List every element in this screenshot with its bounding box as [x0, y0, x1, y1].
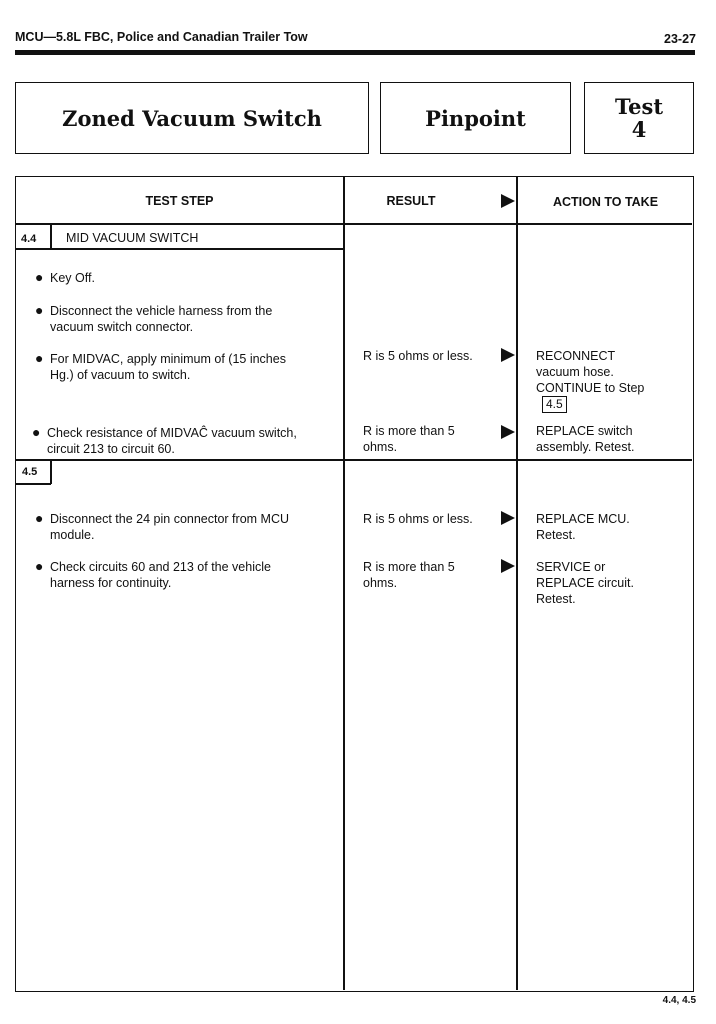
bullet-icon: ● [32, 424, 41, 440]
step-reference-box: 4.5 [542, 396, 567, 413]
step-instruction: Check circuits 60 and 213 of the vehicle [50, 560, 271, 574]
test-table [15, 176, 694, 992]
arrow-icon [501, 511, 515, 525]
arrow-icon [501, 559, 515, 573]
section-title: MCU—5.8L FBC, Police and Canadian Trailer Tow [15, 30, 308, 44]
arrow-icon [501, 194, 515, 208]
arrow-icon [501, 348, 515, 362]
result-text: R is 5 ohms or less. [363, 512, 473, 526]
type-title: Pinpoint [425, 105, 526, 131]
test-number: 4 [631, 117, 647, 142]
step-instruction: vacuum switch connector. [50, 320, 194, 334]
step-instruction: Check resistance of MIDVAĈ vacuum switch, [47, 426, 297, 440]
bullet-icon: ● [35, 350, 44, 366]
result-text: R is 5 ohms or less. [363, 349, 473, 363]
test-number-box [584, 82, 694, 154]
step-instruction: For MIDVAC, apply minimum of (15 inches [50, 352, 286, 366]
page-number: 23-27 [664, 32, 696, 46]
action-text: CONTINUE to Step [536, 381, 645, 395]
step-45-number-divider [50, 460, 52, 484]
header-rule [15, 50, 695, 55]
step-number-divider [50, 224, 52, 248]
main-title: Zoned Vacuum Switch [62, 105, 322, 131]
arrow-icon [501, 425, 515, 439]
step-instruction: harness for continuity. [50, 576, 172, 590]
step-number: 4.4 [21, 233, 37, 245]
bullet-icon: ● [35, 269, 44, 285]
action-text: REPLACE MCU. [536, 512, 630, 526]
column-header-action: ACTION TO TAKE [552, 195, 659, 209]
step-title: MID VACUUM SWITCH [66, 231, 199, 245]
column-header-test-step: TEST STEP [145, 194, 214, 208]
footer-steps: 4.4, 4.5 [662, 995, 696, 1006]
bullet-icon: ● [35, 510, 44, 526]
type-title-box [380, 82, 571, 154]
bullet-icon: ● [35, 302, 44, 318]
action-text: REPLACE circuit. [536, 576, 634, 590]
result-text: ohms. [363, 576, 398, 590]
result-text: R is more than 5 [363, 424, 455, 438]
action-text: REPLACE switch [536, 424, 633, 438]
header-row-line [16, 223, 692, 225]
column-header-result: RESULT [386, 194, 436, 208]
column-divider-result [343, 177, 345, 990]
bullet-icon: ● [35, 558, 44, 574]
action-text: SERVICE or [536, 560, 606, 574]
step-instruction: Disconnect the vehicle harness from the [50, 304, 273, 318]
action-text: Retest. [536, 528, 576, 542]
action-text: RECONNECT [536, 349, 616, 363]
action-text: Retest. [536, 592, 576, 606]
step-instruction: Key Off. [50, 271, 95, 285]
test-label: Test [614, 93, 664, 119]
column-divider-action [516, 177, 518, 990]
main-title-box [15, 82, 369, 154]
result-text: ohms. [363, 440, 398, 454]
step-instruction: module. [50, 528, 95, 542]
step-45-row-line [16, 459, 692, 461]
action-text: assembly. Retest. [536, 440, 635, 454]
result-text: R is more than 5 [363, 560, 455, 574]
step-number: 4.5 [22, 466, 38, 478]
step-instruction: Hg.) of vacuum to switch. [50, 368, 191, 382]
action-text: vacuum hose. [536, 365, 614, 379]
step-instruction: Disconnect the 24 pin connector from MCU [50, 512, 289, 526]
step-instruction: circuit 213 to circuit 60. [47, 442, 175, 456]
step-title-row-line [16, 248, 343, 250]
step-45-number-bottom [16, 483, 51, 485]
